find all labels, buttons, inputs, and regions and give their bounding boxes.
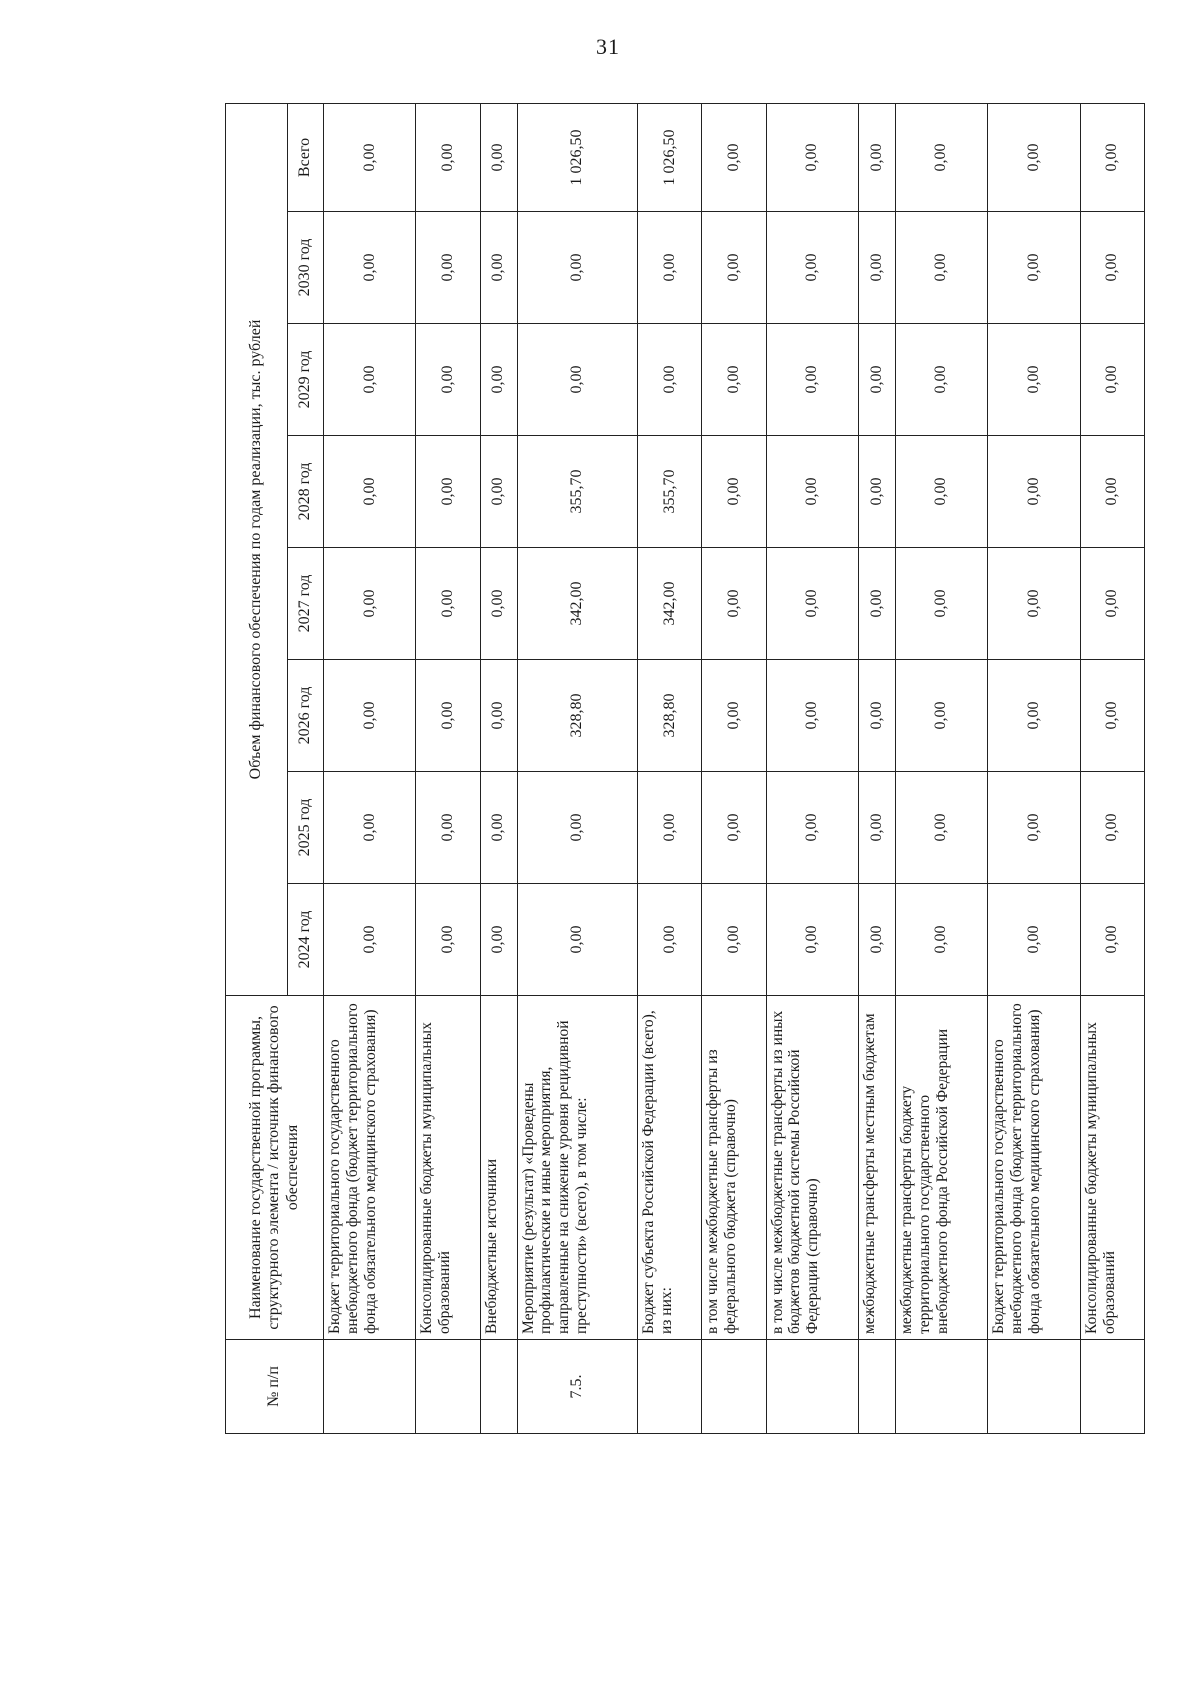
- row-number: 7.5.: [517, 1340, 638, 1434]
- row-total: 0,00: [766, 103, 858, 211]
- row-value-2028: 0,00: [1080, 436, 1144, 548]
- row-value-2026: 0,00: [988, 660, 1080, 772]
- row-value-2028: 0,00: [480, 436, 517, 548]
- row-number: [324, 1340, 416, 1434]
- row-total: 0,00: [480, 103, 517, 211]
- table-row: [1080, 103, 1144, 1433]
- row-value-2025: 0,00: [324, 772, 416, 884]
- row-number: [858, 1340, 895, 1434]
- row-value-2029: 0,00: [517, 324, 638, 436]
- row-value-2029: 0,00: [480, 324, 517, 436]
- row-value-2030: 0,00: [766, 212, 858, 324]
- row-value-2026: 0,00: [766, 660, 858, 772]
- row-value-2027: 0,00: [324, 548, 416, 660]
- row-value-2030: 0,00: [988, 212, 1080, 324]
- header-year-2025: 2025 год: [288, 772, 324, 884]
- row-number: [766, 1340, 858, 1434]
- row-value-2029: 0,00: [1080, 324, 1144, 436]
- row-value-2028: 0,00: [416, 436, 480, 548]
- row-value-2024: 0,00: [517, 884, 638, 996]
- header-year-2027: 2027 год: [288, 548, 324, 660]
- header-year-2029: 2029 год: [288, 324, 324, 436]
- row-value-2029: 0,00: [702, 324, 766, 436]
- table-row: [324, 103, 416, 1433]
- row-value-2030: 0,00: [638, 212, 702, 324]
- header-total: Всего: [288, 103, 324, 211]
- row-source-name: Бюджет территориального государственного внебюджетного фонда (бюджет территориального фонда обязательного медицинского страхования): [324, 996, 416, 1340]
- row-number: [638, 1340, 702, 1434]
- header-year-2030: 2030 год: [288, 212, 324, 324]
- row-number: [416, 1340, 480, 1434]
- row-source-name: в том числе межбюджетные трансферты из иных бюджетов бюджетной системы Российской Федерации (справочно): [766, 996, 858, 1340]
- row-value-2029: 0,00: [324, 324, 416, 436]
- row-value-2027: 0,00: [858, 548, 895, 660]
- table-row: [517, 103, 638, 1433]
- row-value-2028: 0,00: [858, 436, 895, 548]
- row-value-2026: 0,00: [1080, 660, 1144, 772]
- row-value-2030: 0,00: [517, 212, 638, 324]
- row-value-2030: 0,00: [895, 212, 987, 324]
- row-source-name: Бюджет субъекта Российской Федерации (всего), из них:: [638, 996, 702, 1340]
- table-row: [702, 103, 766, 1433]
- row-value-2029: 0,00: [895, 324, 987, 436]
- table-row: [766, 103, 858, 1433]
- row-number: [1080, 1340, 1144, 1434]
- row-number: [988, 1340, 1080, 1434]
- row-value-2025: 0,00: [988, 772, 1080, 884]
- row-source-name: Бюджет территориального государственного внебюджетного фонда (бюджет территориального фонда обязательного медицинского страхования): [988, 996, 1080, 1340]
- row-value-2029: 0,00: [858, 324, 895, 436]
- row-total: 0,00: [416, 103, 480, 211]
- table-row: [858, 103, 895, 1433]
- row-value-2029: 0,00: [638, 324, 702, 436]
- row-value-2030: 0,00: [324, 212, 416, 324]
- row-total: 1 026,50: [517, 103, 638, 211]
- row-value-2030: 0,00: [858, 212, 895, 324]
- row-value-2026: 0,00: [895, 660, 987, 772]
- row-source-name: Мероприятие (результат) «Проведены профилактические и иные мероприятия, направленные на снижение уровня рецидивной преступности» (всего), в том числе:: [517, 996, 638, 1340]
- row-value-2027: 0,00: [766, 548, 858, 660]
- row-value-2026: 328,80: [638, 660, 702, 772]
- table-row: [895, 103, 987, 1433]
- row-number: [702, 1340, 766, 1434]
- header-no: № п/п: [226, 1340, 324, 1434]
- row-value-2029: 0,00: [988, 324, 1080, 436]
- row-value-2024: 0,00: [324, 884, 416, 996]
- row-total: 0,00: [858, 103, 895, 211]
- row-value-2027: 0,00: [988, 548, 1080, 660]
- row-value-2025: 0,00: [766, 772, 858, 884]
- row-value-2025: 0,00: [895, 772, 987, 884]
- row-value-2025: 0,00: [480, 772, 517, 884]
- row-value-2027: 342,00: [517, 548, 638, 660]
- header-volume: Объем финансового обеспечения по годам реализации, тыс. рублей: [226, 103, 288, 995]
- row-value-2024: 0,00: [858, 884, 895, 996]
- row-value-2027: 342,00: [638, 548, 702, 660]
- row-value-2025: 0,00: [1080, 772, 1144, 884]
- table-row: [988, 103, 1080, 1433]
- header-name: Наименование государственной программы, структурного элемента / источник финансового обеспечения: [226, 996, 324, 1340]
- header-year-2026: 2026 год: [288, 660, 324, 772]
- row-value-2026: 328,80: [517, 660, 638, 772]
- row-value-2030: 0,00: [416, 212, 480, 324]
- row-number: [895, 1340, 987, 1434]
- row-value-2029: 0,00: [766, 324, 858, 436]
- row-source-name: в том числе межбюджетные трансферты из федерального бюджета (справочно): [702, 996, 766, 1340]
- row-value-2024: 0,00: [766, 884, 858, 996]
- row-total: 0,00: [324, 103, 416, 211]
- row-value-2025: 0,00: [517, 772, 638, 884]
- row-value-2025: 0,00: [638, 772, 702, 884]
- table-row: [480, 103, 517, 1433]
- financing-table: [225, 103, 1145, 1434]
- row-value-2024: 0,00: [1080, 884, 1144, 996]
- table-body: [324, 103, 1145, 1433]
- row-value-2026: 0,00: [702, 660, 766, 772]
- row-value-2027: 0,00: [702, 548, 766, 660]
- row-value-2027: 0,00: [480, 548, 517, 660]
- row-value-2028: 355,70: [638, 436, 702, 548]
- row-source-name: Консолидированные бюджеты муниципальных образований: [416, 996, 480, 1340]
- header-row-1: [226, 103, 288, 1433]
- row-value-2025: 0,00: [702, 772, 766, 884]
- row-source-name: межбюджетные трансферты местным бюджетам: [858, 996, 895, 1340]
- row-value-2026: 0,00: [324, 660, 416, 772]
- row-value-2028: 0,00: [702, 436, 766, 548]
- header-year-2024: 2024 год: [288, 884, 324, 996]
- row-value-2026: 0,00: [480, 660, 517, 772]
- row-value-2030: 0,00: [1080, 212, 1144, 324]
- row-value-2024: 0,00: [895, 884, 987, 996]
- row-value-2027: 0,00: [895, 548, 987, 660]
- row-value-2024: 0,00: [702, 884, 766, 996]
- row-number: [480, 1340, 517, 1434]
- header-year-2028: 2028 год: [288, 436, 324, 548]
- row-value-2028: 0,00: [988, 436, 1080, 548]
- page-number: 31: [596, 34, 620, 59]
- row-value-2027: 0,00: [1080, 548, 1144, 660]
- row-value-2026: 0,00: [858, 660, 895, 772]
- rotated-table-container: [225, 104, 1145, 1434]
- row-value-2028: 0,00: [766, 436, 858, 548]
- row-source-name: межбюджетные трансферты бюджету территориального государственного внебюджетного фонда Российской Федерации: [895, 996, 987, 1340]
- row-source-name: Внебюджетные источники: [480, 996, 517, 1340]
- row-value-2028: 0,00: [895, 436, 987, 548]
- row-value-2030: 0,00: [480, 212, 517, 324]
- row-value-2028: 355,70: [517, 436, 638, 548]
- row-value-2026: 0,00: [416, 660, 480, 772]
- row-total: 0,00: [988, 103, 1080, 211]
- row-value-2024: 0,00: [416, 884, 480, 996]
- row-value-2024: 0,00: [638, 884, 702, 996]
- row-value-2025: 0,00: [416, 772, 480, 884]
- row-value-2028: 0,00: [324, 436, 416, 548]
- row-total: 0,00: [895, 103, 987, 211]
- row-source-name: Консолидированные бюджеты муниципальных образований: [1080, 996, 1144, 1340]
- row-value-2025: 0,00: [858, 772, 895, 884]
- row-value-2024: 0,00: [988, 884, 1080, 996]
- row-value-2024: 0,00: [480, 884, 517, 996]
- row-value-2029: 0,00: [416, 324, 480, 436]
- row-value-2027: 0,00: [416, 548, 480, 660]
- row-total: 0,00: [1080, 103, 1144, 211]
- row-total: 1 026,50: [638, 103, 702, 211]
- row-value-2030: 0,00: [702, 212, 766, 324]
- table-row: [416, 103, 480, 1433]
- row-total: 0,00: [702, 103, 766, 211]
- table-row: [638, 103, 702, 1433]
